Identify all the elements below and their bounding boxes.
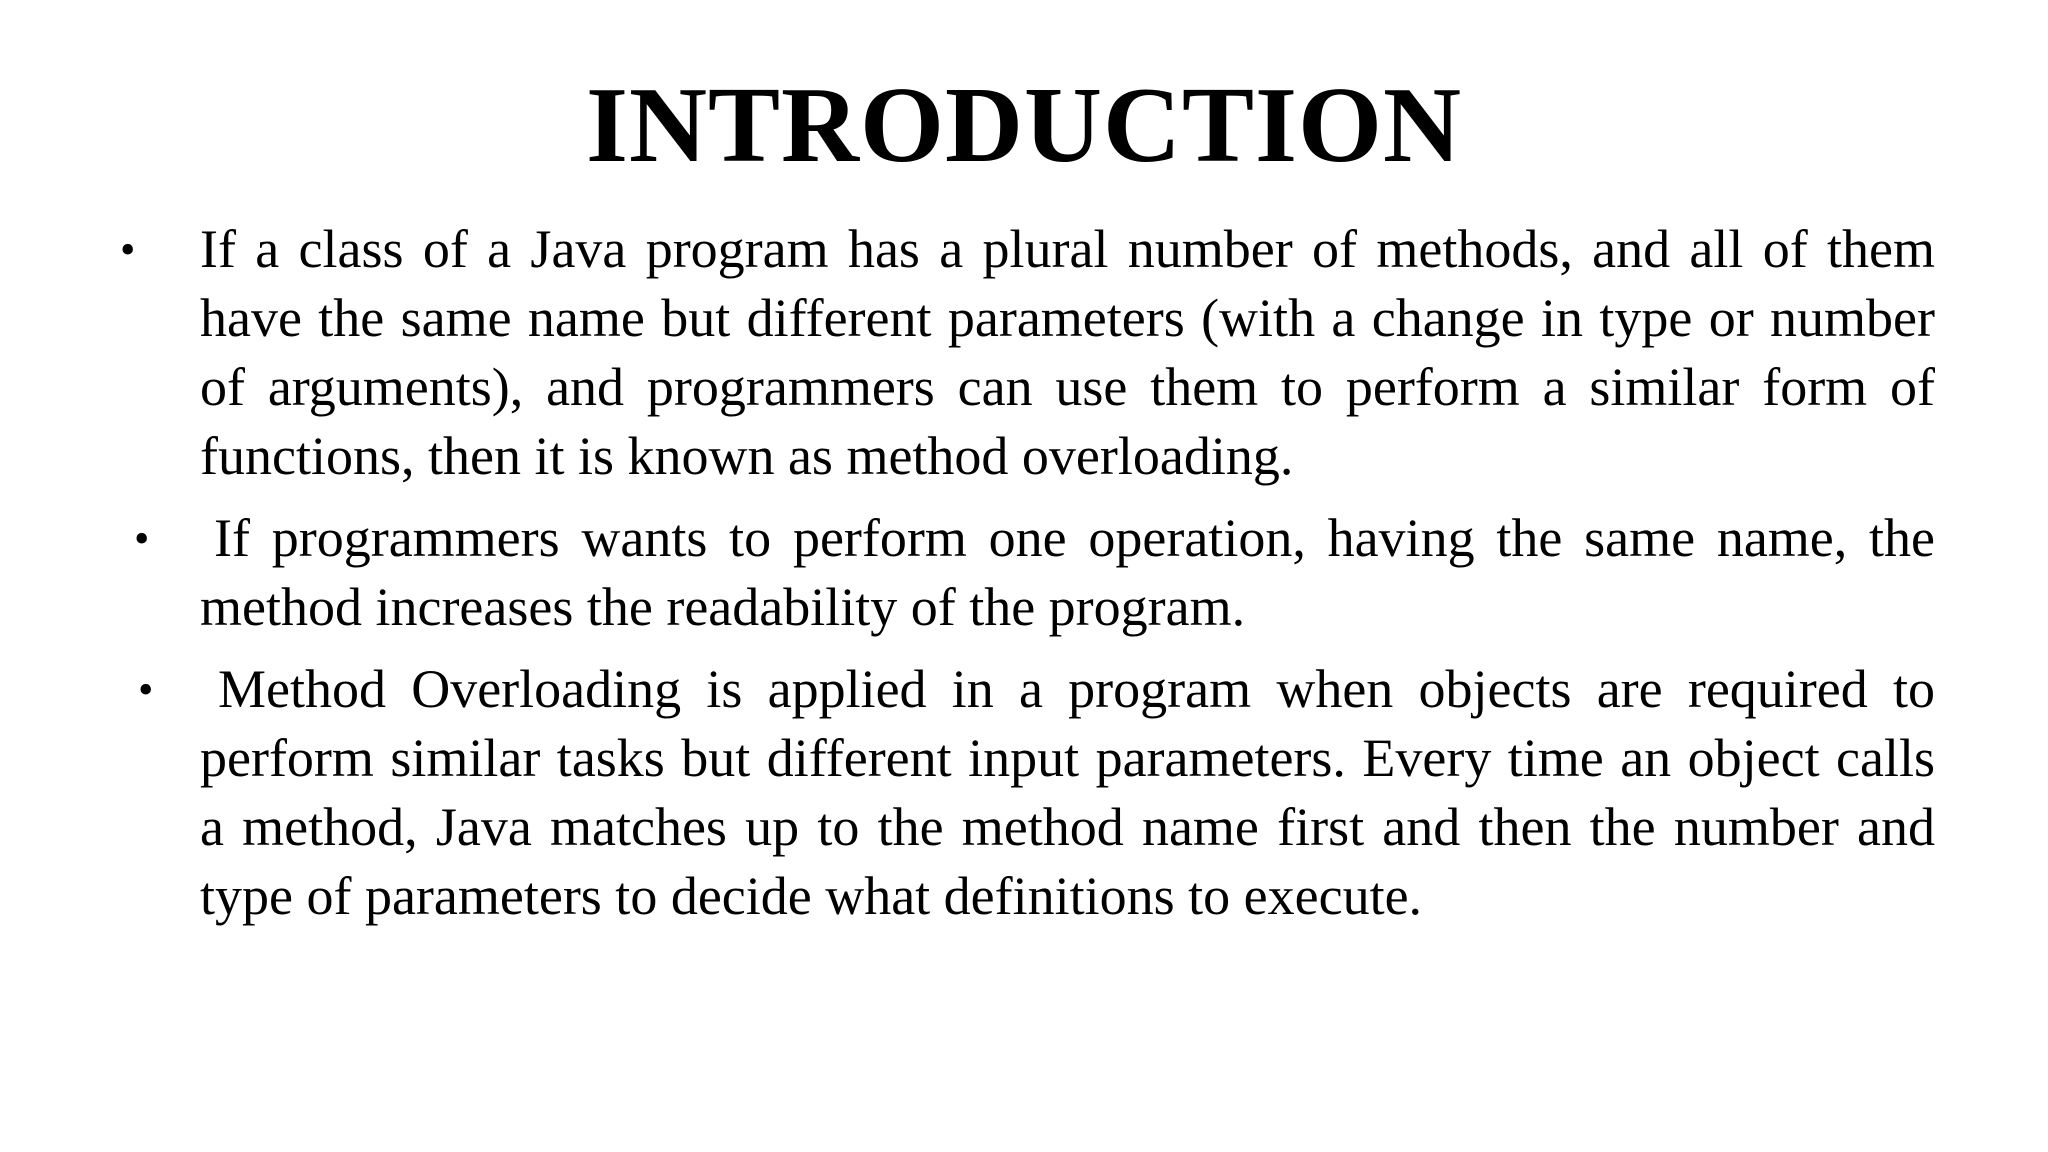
bullet-text: If a class of a Java program has a plural number of methods, and all of them have the same name but different parameters (with a change in type or number of arguments), and programmers can use them to perform a similar form of functions, then it is known as method overloading. xyxy=(200,219,1935,486)
bullet-text: If programmers wants to perform one operation, having the same name, the method increases the readability of the program. xyxy=(200,508,1935,637)
bullet-icon: • xyxy=(138,665,154,714)
bullet-icon: • xyxy=(134,514,150,563)
bullet-list xyxy=(120,215,1935,944)
bullet-item xyxy=(134,504,1935,642)
slide-title: INTRODUCTION xyxy=(585,66,1463,185)
bullet-item xyxy=(138,655,1935,931)
bullet-item xyxy=(120,215,1935,491)
bullet-text: Method Overloading is applied in a program when objects are required to perform similar tasks but different input parameters. Every time an object calls a method, Java matches up to the method name first and then the number and type of parameters to decide what definitions to execute. xyxy=(200,659,1935,926)
bullet-icon: • xyxy=(120,225,136,274)
